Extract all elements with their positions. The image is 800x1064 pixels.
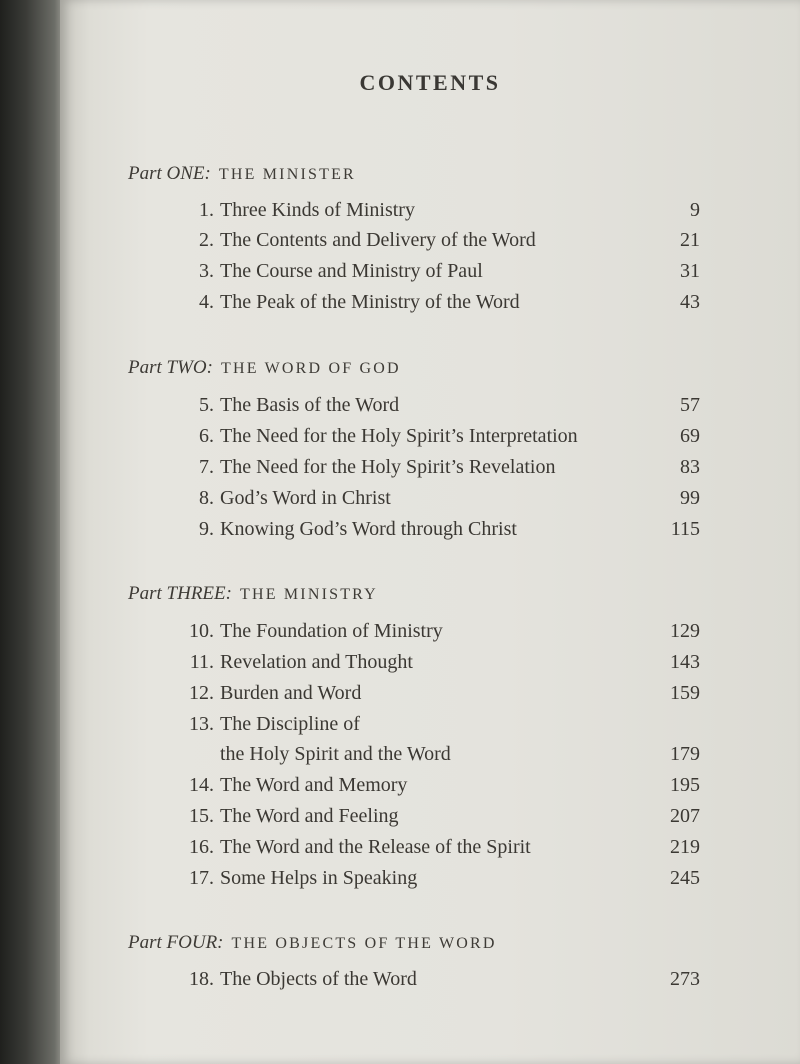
chapter-number: 13. [189,713,214,735]
toc-entry[interactable] [160,456,700,486]
chapter-title: The Course and Ministry of Paul [220,260,483,282]
part-label: Part TWO: [128,357,213,378]
toc-entry[interactable] [160,774,700,804]
page-number: 129 [670,620,700,642]
part-name: THE MINISTRY [239,586,378,603]
toc-entry[interactable] [160,867,700,897]
page-number: 9 [690,199,700,221]
part-label: Part ONE: [128,163,211,184]
part-heading-three [128,583,378,605]
chapter-title: The Contents and Delivery of the Word [220,229,536,251]
chapter-title: God’s Word in Christ [220,487,391,509]
page-number: 195 [670,774,700,796]
page-number: 21 [680,229,700,251]
toc-entry[interactable] [160,199,700,229]
chapter-title: The Foundation of Ministry [220,620,443,642]
chapter-number: 1. [199,199,214,221]
page-number: 143 [670,651,700,673]
page-number: 159 [670,682,700,704]
chapter-number: 7. [199,456,214,478]
toc-entry[interactable] [160,229,700,259]
toc-entry[interactable] [160,682,700,712]
toc-entry-continuation[interactable] [160,743,700,773]
chapter-number: 15. [189,805,214,827]
chapter-title: Knowing God’s Word through Christ [220,518,517,540]
chapter-title: Three Kinds of Ministry [220,199,415,221]
toc-entry[interactable] [160,836,700,866]
chapter-number: 8. [199,487,214,509]
page-number: 31 [680,260,700,282]
page-title: CONTENTS [359,70,501,95]
toc-entry[interactable] [160,260,700,290]
toc-entry[interactable] [160,651,700,681]
part-heading-two [128,357,401,379]
chapter-number: 2. [199,229,214,251]
page-number: 273 [670,968,700,990]
part-name: THE WORD OF GOD [220,360,401,377]
page-number: 219 [670,836,700,858]
toc-entry[interactable] [160,713,700,743]
chapter-title: Burden and Word [220,682,362,704]
chapter-number: 17. [189,867,214,889]
chapter-title: The Discipline of [220,713,360,735]
chapter-title-continuation: the Holy Spirit and the Word [220,743,451,765]
chapter-number: 10. [189,620,214,642]
page-number: 115 [670,518,700,540]
toc-entry[interactable] [160,805,700,835]
page-number: 83 [680,456,700,478]
chapter-number: 9. [199,518,214,540]
part-heading-one [128,163,356,185]
toc-entry[interactable] [160,291,700,321]
chapter-number: 18. [189,968,214,990]
part-label: Part FOUR: [128,932,224,953]
chapter-number: 12. [189,682,214,704]
chapter-number: 4. [199,291,214,313]
toc-entry[interactable] [160,518,700,548]
page-number: 43 [680,291,700,313]
chapter-title: The Need for the Holy Spirit’s Interpretation [220,425,578,447]
part-heading-four [128,932,497,954]
chapter-title: Revelation and Thought [220,651,413,673]
chapter-title: The Basis of the Word [220,394,400,416]
toc-entry[interactable] [160,425,700,455]
toc-entry[interactable] [160,394,700,424]
page-number: 207 [670,805,700,827]
part-name: THE MINISTER [218,166,356,183]
chapter-title: Some Helps in Speaking [220,867,418,889]
part-label: Part THREE: [128,583,232,604]
toc-entry[interactable] [160,968,700,998]
chapter-number: 3. [199,260,214,282]
chapter-title: The Word and Feeling [220,805,399,827]
chapter-title: The Word and Memory [220,774,408,796]
part-name: THE OBJECTS OF THE WORD [231,935,497,952]
page-number: 99 [680,487,700,509]
chapter-number: 5. [199,394,214,416]
page-number: 69 [680,425,700,447]
page-number: 179 [670,743,700,765]
toc-entry[interactable] [160,620,700,650]
book-gutter [0,0,64,1064]
chapter-number: 11. [189,651,214,673]
contents-page [60,0,800,1064]
page-number: 245 [670,867,700,889]
chapter-number: 16. [189,836,214,858]
toc-entry[interactable] [160,487,700,517]
chapter-title: The Objects of the Word [220,968,417,990]
chapter-title: The Word and the Release of the Spirit [220,836,531,858]
chapter-title: The Need for the Holy Spirit’s Revelation [220,456,556,478]
chapter-number: 6. [199,425,214,447]
chapter-title: The Peak of the Ministry of the Word [220,291,520,313]
chapter-number: 14. [189,774,214,796]
page-number: 57 [680,394,700,416]
